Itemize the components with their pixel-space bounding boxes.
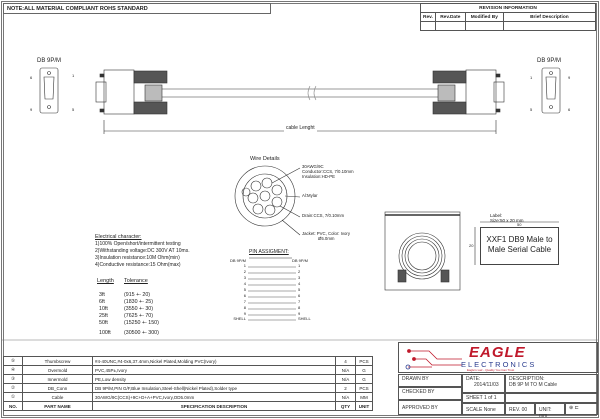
- date-value: 2014/11/03: [474, 382, 499, 388]
- bom-cell: Overmold: [23, 366, 93, 375]
- bom-cell: N/A: [336, 366, 356, 375]
- bom-cell: PCS: [356, 357, 373, 366]
- pin-right: 5: [298, 287, 301, 292]
- description-label: DESCRIPTION:: [509, 376, 545, 382]
- length-value: 3ft: [99, 292, 105, 298]
- tolerance-value: (915 +- 20): [124, 292, 151, 298]
- wire-spec: Ø5.0mm: [318, 236, 335, 241]
- product-label: XXF1 DB9 Male to Male Serial Cable: [480, 227, 559, 265]
- bill-of-materials: [3, 356, 373, 411]
- pin-left-header: DB 9P/M: [230, 258, 247, 263]
- approved-by: APPROVED BY: [398, 400, 462, 415]
- pin-right: 8: [298, 305, 301, 310]
- pin-right: 7: [298, 299, 301, 304]
- pin-label: 1: [530, 75, 533, 80]
- pin-label: 6: [30, 75, 33, 80]
- pin-left: 1: [243, 263, 246, 268]
- bom-cell: DB 9P/M,PIN G/F,Blue Insulation,Steel-Shell(Nickel Plated),Solder type: [93, 384, 336, 393]
- pin-left: 7: [243, 299, 246, 304]
- bom-row: [4, 393, 373, 402]
- pin-right: SHELL: [298, 316, 311, 321]
- bom-cell: Innermold: [23, 375, 93, 384]
- description-value: DB 9P M TO M Cable: [509, 382, 558, 388]
- bom-row: [4, 384, 373, 393]
- tolerance-value: (3550 +- 30): [124, 306, 154, 312]
- bom-cell: G: [356, 375, 373, 384]
- eagle-logo: [398, 342, 598, 373]
- pin-assignment-title: PIN ASSIGMENT:: [249, 249, 289, 255]
- drawn-by: DRAWN BY: [398, 374, 462, 387]
- length-value: 10ft: [99, 306, 108, 312]
- bom-cell: PVC,45P±,Ivory: [93, 366, 336, 375]
- pin-right: 2: [298, 269, 301, 274]
- electrical-line: 2)Withstanding voltage:DC 300V AT 10ms.: [95, 248, 190, 254]
- pin-right: 1: [298, 263, 301, 268]
- logo-sub: ELECTRONICS: [461, 360, 537, 369]
- electrical-line: 4)Conductive resistance:15 Ohm(max): [95, 262, 181, 268]
- rev: REV. 00: [505, 403, 535, 415]
- pin-label: 6: [568, 107, 571, 112]
- blank-cell: [505, 393, 598, 403]
- date-cell: [462, 374, 505, 393]
- bom-cell: ⑤: [4, 357, 23, 366]
- bom-cell: ②: [4, 384, 23, 393]
- bom-header: PART NAME: [23, 402, 93, 411]
- revision-title: REVISION INFORMATION: [421, 4, 596, 13]
- rohs-note: NOTE:ALL MATERIAL COMPLIANT ROHS STANDARD: [3, 3, 271, 14]
- pin-left: 3: [243, 275, 246, 280]
- logo-tagline: Eagle's Lair - Quality You Can Trust: [467, 368, 515, 372]
- pin-left: 4: [243, 281, 246, 286]
- bom-row: [4, 375, 373, 384]
- bom-cell: Cable: [23, 393, 93, 402]
- bom-header: NO.: [4, 402, 23, 411]
- left-connector-body: [96, 70, 167, 114]
- checked-by: CHECKED BY: [398, 387, 462, 400]
- bom-row: [4, 357, 373, 366]
- wire-spec: Insulation:HD-PE: [302, 174, 335, 179]
- bom-cell: DB_Conn: [23, 384, 93, 393]
- bom-row: [4, 366, 373, 375]
- bom-cell: ①: [4, 393, 23, 402]
- pin-right-header: DB 9P/M: [292, 258, 309, 263]
- pin-left: 5: [243, 287, 246, 292]
- length-value: 100ft: [99, 330, 111, 336]
- circuit-logo-icon: [404, 345, 464, 375]
- pin-left: 2: [243, 269, 246, 274]
- length-value: 50ft: [99, 320, 108, 326]
- pin-right: 4: [298, 281, 301, 286]
- electrical-line: 3)Insulation resistance:10M Ohm(min): [95, 255, 180, 261]
- length-header: Length: [97, 278, 114, 284]
- left-connector-face: [40, 68, 58, 113]
- right-connector-body: [433, 70, 504, 114]
- bom-cell: N/A: [336, 393, 356, 402]
- pin-label: 9: [30, 107, 33, 112]
- pin-left: 9: [243, 311, 246, 316]
- pin-label: 1: [72, 73, 75, 78]
- wire-spec: Drain:CCS, 7/0.10mm: [302, 213, 345, 218]
- rev-header: Rev.: [421, 13, 436, 22]
- wire-details-title: Wire Details: [250, 156, 280, 162]
- wire-spec: Jacket: PVC, Color: Ivory: [302, 231, 350, 236]
- bom-cell: 30AWG/9C(CCS)+9C+D+A+PVC,Ivory,OD5.0mm: [93, 393, 336, 402]
- wire-spec: Al:Mylar: [302, 193, 318, 198]
- pin-label: 5: [530, 107, 533, 112]
- bom-cell: Thumbscrew: [23, 357, 93, 366]
- date-label: DATE:: [466, 376, 481, 382]
- bom-cell: N/A: [336, 375, 356, 384]
- packaging-bag: [385, 212, 460, 290]
- pin-left: 8: [243, 305, 246, 310]
- bom-header: SPECIFICATION DESCRIPTION: [93, 402, 336, 411]
- bom-cell: #4-40UNC,#4-0x6,37.4mm,Nickel Plated,Molding PVC(Ivory): [93, 357, 336, 366]
- pin-right: 6: [298, 293, 301, 298]
- electrical-title: Electrical character:: [95, 234, 142, 240]
- pin-label: 5: [72, 107, 75, 112]
- pin-right: 3: [298, 275, 301, 280]
- right-connector-face: [542, 68, 560, 113]
- sheet: SHEET 1 of 1: [462, 393, 505, 403]
- bom-cell: 2: [336, 384, 356, 393]
- bom-cell: PE,Low density: [93, 375, 336, 384]
- length-value: 6ft: [99, 299, 105, 305]
- bom-cell: ④: [4, 366, 23, 375]
- label-caption: Label:: [490, 213, 503, 218]
- right-connector-label: DB 9P/M: [537, 58, 562, 64]
- bom-header: QTY: [336, 402, 356, 411]
- projection-icon: ⊕ ⊏: [565, 403, 598, 415]
- tolerance-value: (30500 +- 300): [124, 330, 159, 336]
- wire-cross-section: [235, 166, 300, 235]
- label-width: 50: [517, 222, 522, 227]
- brief-description-header: Brief Description: [503, 13, 595, 22]
- bom-cell: G: [356, 366, 373, 375]
- bom-cell: PCS: [356, 384, 373, 393]
- electrical-line: 1)100% Open/short/intermittent testing: [95, 241, 181, 247]
- rev-date-header: Rev.Date: [435, 13, 465, 22]
- scale: SCALE None: [462, 403, 505, 415]
- bom-cell: ③: [4, 375, 23, 384]
- bom-cell: MM: [356, 393, 373, 402]
- left-connector-label: DB 9P/M: [37, 58, 62, 64]
- pin-left: 6: [243, 293, 246, 298]
- logo-main: EAGLE: [469, 344, 526, 361]
- tolerance-value: (15250 +- 150): [124, 320, 159, 326]
- pin-right: 9: [298, 311, 301, 316]
- label-height: 20: [469, 243, 474, 248]
- bom-cell: 4: [336, 357, 356, 366]
- wire-spec: 30AWG/9C: [302, 164, 324, 169]
- pin-label: 9: [568, 75, 571, 80]
- wire-spec: Conductor:CCS, 7/0.10mm: [302, 169, 354, 174]
- tolerance-header: Tolerance: [124, 278, 148, 284]
- pin-wires: [248, 267, 296, 320]
- pin-left: SHELL: [233, 316, 246, 321]
- description-cell: [505, 374, 598, 393]
- unit: UNIT: mm: [535, 403, 565, 415]
- modified-by-header: Modified By: [465, 13, 503, 22]
- label-size: Size:50 x 20 mm: [490, 218, 524, 223]
- length-value: 25ft: [99, 313, 108, 319]
- cable-length-label: cable Lenght: [286, 125, 315, 131]
- tolerance-value: (1830 +- 25): [124, 299, 154, 305]
- bom-header: UNIT: [356, 402, 373, 411]
- tolerance-value: (7625 +- 70): [124, 313, 154, 319]
